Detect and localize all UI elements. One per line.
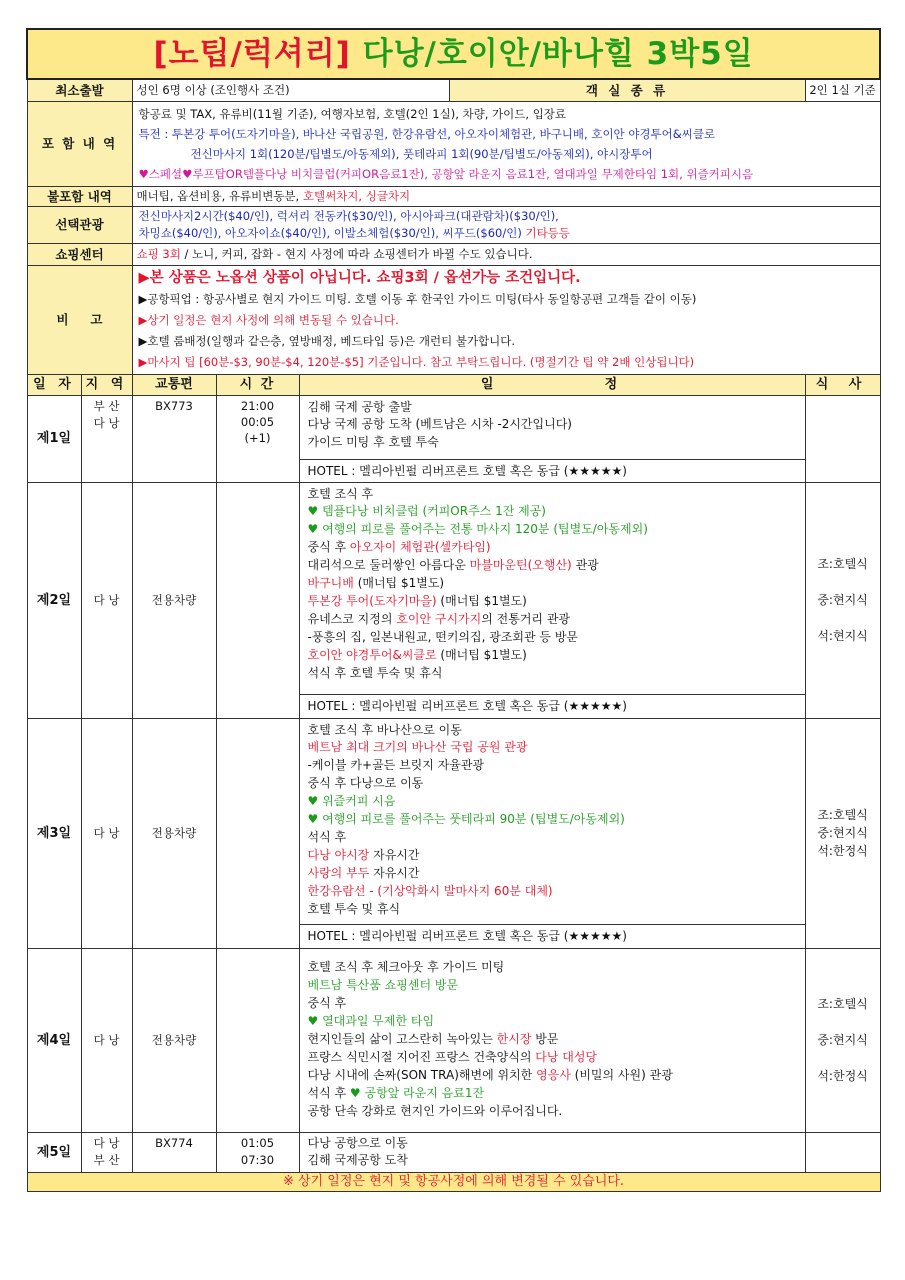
hotel-info: HOTEL : 멜리아빈펄 리버프론트 호텔 혹은 동급 (★★★★★)	[300, 924, 805, 947]
day-label: 제1일	[27, 395, 81, 482]
page-title: [노팁/럭셔리] 다낭/호이안/바나힐 3박5일	[27, 29, 880, 79]
day-label: 제3일	[27, 718, 81, 948]
optional-tours-items: 전신마사지2시간($40/인), 럭셔리 전동카($30/인), 아시아파크(대관람차)($30/인), 차밍쇼($40/인), 아오자이쇼($40/인), 이발소체험($30/인), 씨푸드($60/인) 기타등등	[132, 206, 880, 243]
region: 부 산 다 낭	[81, 395, 132, 482]
day-label: 제2일	[27, 482, 81, 718]
schedule: 호텔 조식 후 ♥ 템플다낭 비치클럽 (커피OR주스 1잔 제공) ♥ 여행의 피로를 풀어주는 전통 마사지 120분 (팁별도/아동제외) 중식 후 아오자이 체험관(셀카타임) 대리석으로 둘러쌓인 아름다운 마블마운틴(오행산) 관광 바구니배 (매너팁 $1별도) 투본강 투어(도자기마을) (매너팁 $1별도) 유네스코 지정의 호이안 구시가지의 전통거리 관광 -풍흥의 집, 일본내원교, 떤키의집, 광조회관 등 방문 호이안 야경투어&씨클로 (매너팁 $1별도) 석식 후 호텔 투숙 및 휴식 HOTEL : 멜리아빈펄 리버프론트 호텔 혹은 동급 (★★★★★)	[299, 482, 805, 718]
region: 다 낭	[81, 482, 132, 718]
hotel-info: HOTEL : 멜리아빈펄 리버프론트 호텔 혹은 동급 (★★★★★)	[300, 459, 805, 482]
transport: 전용차량	[132, 482, 216, 718]
remarks-label: 비 고	[27, 265, 132, 374]
schedule: 다낭 공항으로 이동 김해 국제공항 도착	[299, 1132, 805, 1173]
time	[216, 948, 299, 1132]
transport: 전용차량	[132, 718, 216, 948]
time	[216, 482, 299, 718]
day-row-1	[27, 395, 880, 482]
day-row-5	[27, 1132, 880, 1173]
remarks-items: ▶본 상품은 노옵션 상품이 아닙니다. 쇼핑3회 / 옵션가능 조건입니다. ▶공항픽업 : 항공사별로 현지 가이드 미팅. 호텔 이동 후 한국인 가이드 미팅(타사 동일항공편 고객들 같이 이동) ▶상기 일정은 현지 사정에 의해 변동될 수 있습니다. ▶호텔 룸배정(일행과 같은층, 옆방배정, 베드타입 등)은 개런티 불가합니다. ▶마사지 팁 [60분-$3, 90분-$4, 120분-$5] 기준입니다. 참고 부탁드립니다. (명절기간 팁 약 2배 인상됩니다)	[132, 265, 880, 374]
header-time: 시 간	[216, 374, 299, 395]
schedule: 호텔 조식 후 바나산으로 이동 베트남 최대 크기의 바나산 국립 공원 관광 -케이블 카+골든 브릿지 자율관광 중식 후 다낭으로 이동 ♥ 위즐커피 시음 ♥ 여행의 피로를 풀어주는 풋테라피 90분 (팁별도/아동제외) 석식 후 다낭 야시장 자유시간 사랑의 부두 자유시간 한강유람선 - (기상악화시 발마사지 60분 대체) 호텔 투숙 및 휴식 HOTEL : 멜리아빈펄 리버프론트 호텔 혹은 동급 (★★★★★)	[299, 718, 805, 948]
region: 다 낭	[81, 948, 132, 1132]
meal: 조:호텔식 중:현지식 석:현지식	[805, 482, 880, 718]
time	[216, 718, 299, 948]
day-row-3	[27, 718, 880, 948]
meal	[805, 395, 880, 482]
included-items: 항공료 및 TAX, 유류비(11월 기준), 여행자보험, 호텔(2인 1실), 차량, 가이드, 입장료 특전 : 투본강 투어(도자기마을), 바나산 국립공원, 한강유람선, 아오자이체험관, 바구니배, 호이안 야경투어&씨클로 전신마사지 1회(120분/팁별도/아동제외), 풋테라피 1회(90분/팁별도/아동제외), 야시장투어 ♥스페셜♥루프탑OR템플다낭 비치클럽(커피OR음료1잔), 공항앞 라운지 음료1잔, 열대과일 무제한타임 1회, 위즐커피시음	[132, 101, 880, 186]
day-label: 제5일	[27, 1132, 81, 1173]
header-transport: 교통편	[132, 374, 216, 395]
day-label: 제4일	[27, 948, 81, 1132]
header-region: 지 역	[81, 374, 132, 395]
room-type-label: 객 실 종 류	[449, 79, 805, 101]
min-departure-label: 최소출발	[27, 79, 132, 101]
room-type-value: 2인 1실 기준	[805, 79, 880, 101]
itinerary-table	[26, 28, 881, 1192]
meal: 조:호텔식 중:현지식 석:한정식	[805, 948, 880, 1132]
schedule: 호텔 조식 후 체크아웃 후 가이드 미팅 베트남 특산품 쇼핑센터 방문 중식 후 ♥ 열대과일 무제한 타임 현지인들의 삶이 고스란히 녹아있는 한시장 방문 프랑스 식민시절 지어진 프랑스 건축양식의 다낭 대성당 다낭 시내에 손짜(SON TRA)해변에 위치한 영응사 (비밀의 사원) 관광 석식 후 ♥ 공항앞 라운지 음료1잔 공항 단속 강화로 현지인 가이드와 이루어집니다.	[299, 948, 805, 1132]
flight-number: BX774	[132, 1132, 216, 1173]
excluded-label: 불포함 내역	[27, 186, 132, 206]
header-day: 일 자	[27, 374, 81, 395]
shopping-info: 쇼핑 3회 / 노니, 커피, 잡화 - 현지 사정에 따라 쇼핑센터가 바뀔 수도 있습니다.	[132, 243, 880, 265]
day-row-4	[27, 948, 880, 1132]
shopping-label: 쇼핑센터	[27, 243, 132, 265]
itinerary-document	[26, 28, 879, 1192]
optional-tours-label: 선택관광	[27, 206, 132, 243]
region: 다 낭	[81, 718, 132, 948]
header-meal: 식 사	[805, 374, 880, 395]
footer-notice: ※ 상기 일정은 현지 및 항공사정에 의해 변경될 수 있습니다.	[27, 1173, 880, 1192]
excluded-items: 매너팁, 옵션비용, 유류비변동분, 호텔써차지, 싱글차지	[132, 186, 880, 206]
flight-number: BX773	[132, 395, 216, 482]
day-row-2	[27, 482, 880, 718]
hotel-info: HOTEL : 멜리아빈펄 리버프론트 호텔 혹은 동급 (★★★★★)	[300, 694, 805, 717]
flight-time: 01:05 07:30	[216, 1132, 299, 1173]
flight-time: 21:00 00:05 (+1)	[216, 395, 299, 482]
region: 다 낭 부 산	[81, 1132, 132, 1173]
schedule: 김해 국제 공항 출발 다낭 국제 공항 도착 (베트남은 시차 -2시간입니다) 가이드 미팅 후 호텔 투숙 HOTEL : 멜리아빈펄 리버프론트 호텔 혹은 동급 (★★★★★)	[299, 395, 805, 482]
included-label: 포 함 내 역	[27, 101, 132, 186]
header-schedule: 일 정	[299, 374, 805, 395]
meal: 조:호텔식 중:현지식 석:한정식	[805, 718, 880, 948]
transport: 전용차량	[132, 948, 216, 1132]
meal	[805, 1132, 880, 1173]
min-departure-value: 성인 6명 이상 (조인행사 조건)	[132, 79, 449, 101]
